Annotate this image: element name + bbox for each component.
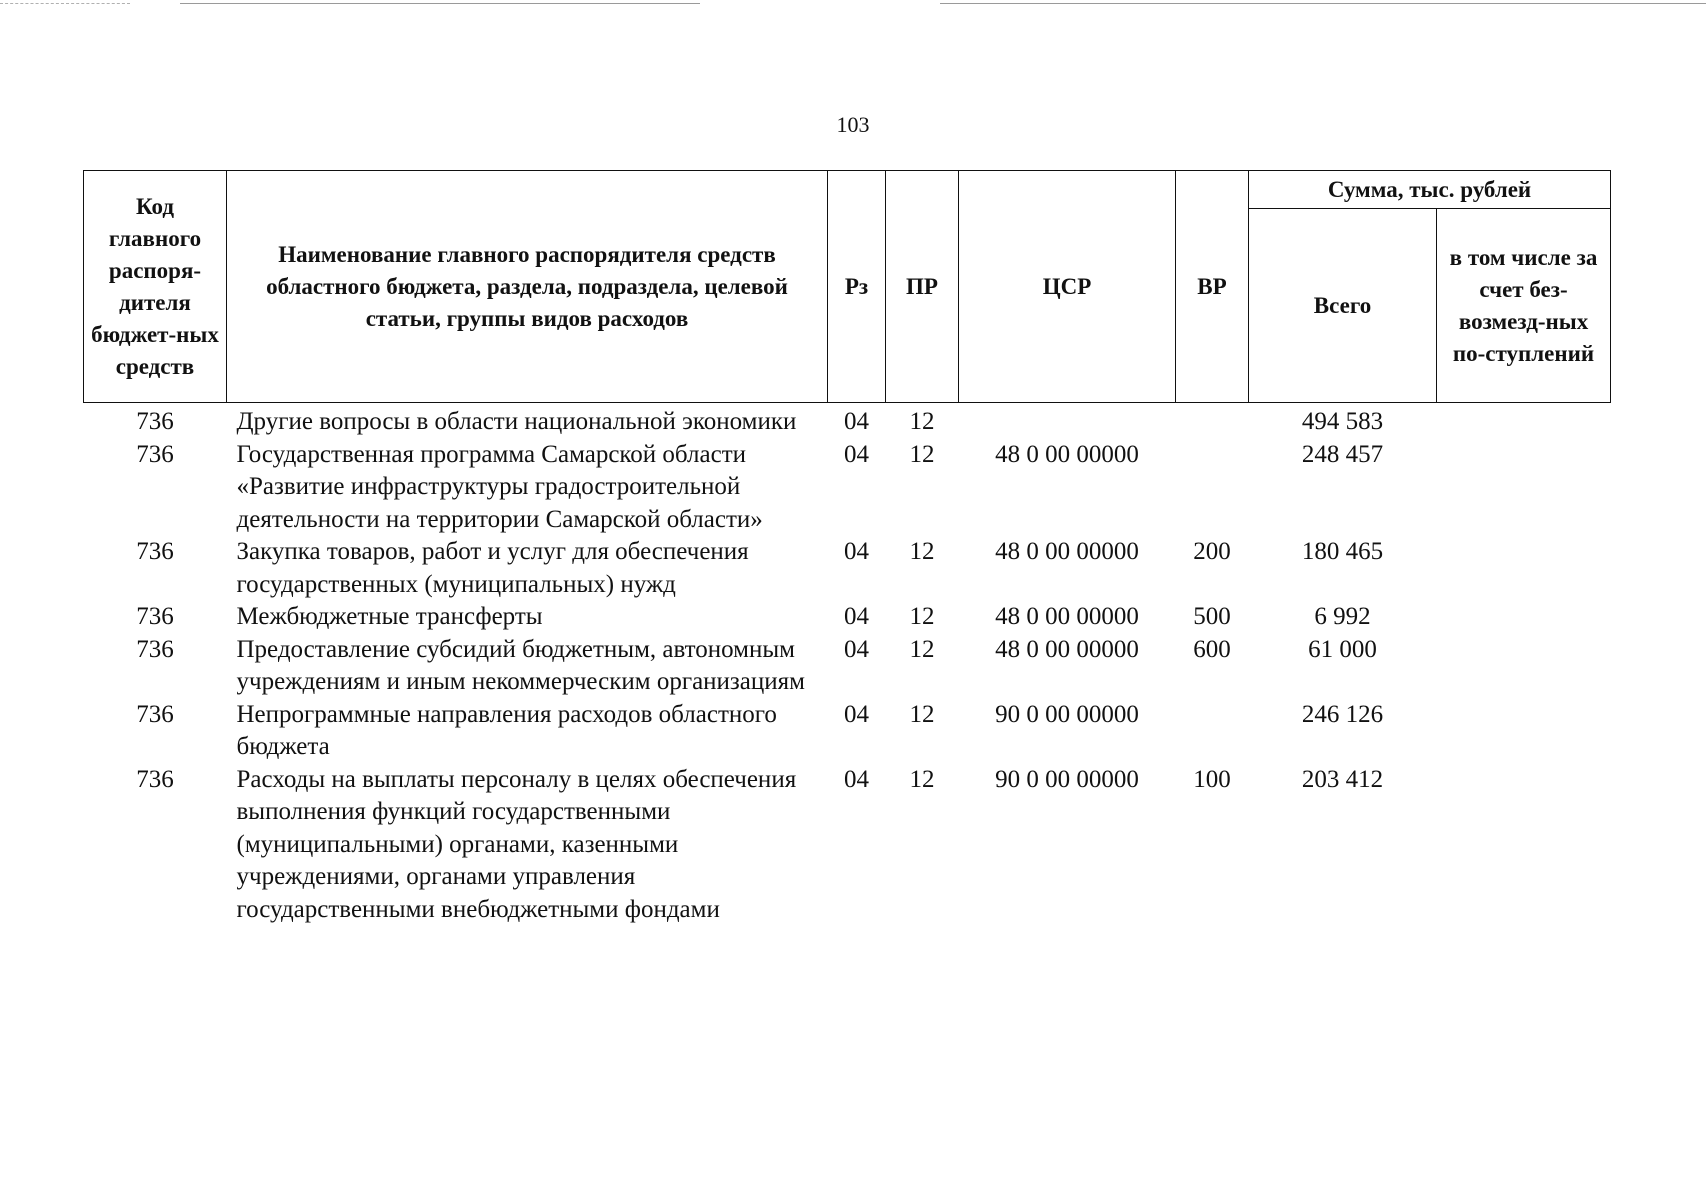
cell-vr: 200 (1193, 538, 1231, 565)
header-sum-group: Сумма, тыс. рублей (1249, 171, 1611, 209)
scan-edge-line (0, 3, 130, 4)
cell-rz: 04 (844, 538, 869, 565)
table-row (84, 634, 1611, 699)
cell-total: 61 000 (1308, 635, 1377, 663)
cell-code: 736 (136, 765, 174, 793)
cell-csr: 90 0 00 00000 (995, 765, 1139, 793)
cell-pr: 12 (909, 538, 935, 565)
cell-rz: 04 (844, 765, 869, 793)
cell-pr: 12 (909, 765, 935, 793)
cell-code: 736 (136, 538, 174, 565)
cell-grants (1437, 536, 1611, 601)
cell-csr: 48 0 00 00000 (995, 603, 1139, 630)
header-rz: Рз (828, 171, 886, 403)
cell-code: 736 (136, 408, 174, 435)
header-total: Всего (1249, 209, 1437, 403)
cell-pr: 12 (909, 408, 935, 435)
cell-rz: 04 (844, 603, 869, 630)
table-row (84, 764, 1611, 927)
cell-name: Другие вопросы в области национальной экономики (236, 408, 797, 435)
cell-vr (1176, 699, 1249, 764)
header-name: Наименование главного распорядителя средств областного бюджета, раздела, подраздела, целевой статьи, группы видов расходов (227, 171, 828, 403)
cell-code: 736 (136, 440, 174, 468)
cell-name: Межбюджетные трансферты (236, 603, 543, 630)
cell-csr (959, 403, 1176, 439)
cell-rz: 04 (844, 635, 869, 663)
cell-pr: 12 (909, 635, 935, 663)
cell-vr: 500 (1193, 603, 1231, 630)
cell-rz: 04 (844, 440, 869, 468)
cell-total: 494 583 (1301, 408, 1384, 435)
cell-total: 6 992 (1314, 603, 1371, 630)
table-header (84, 171, 1611, 403)
cell-grants (1437, 601, 1611, 634)
scan-edge-line (940, 3, 1706, 4)
cell-pr: 12 (909, 440, 935, 468)
cell-name: Предоставление субсидий бюджетным, автономным учреждениям и иным некоммерческим организациям (236, 635, 805, 695)
cell-csr: 90 0 00 00000 (995, 700, 1139, 728)
cell-name: Непрограммные направления расходов областного бюджета (236, 700, 777, 760)
header-csr: ЦСР (959, 171, 1176, 403)
header-grants: в том числе за счет без-возмезд-ных по-ступлений (1437, 209, 1611, 403)
cell-code: 736 (136, 635, 174, 663)
cell-csr: 48 0 00 00000 (995, 538, 1139, 565)
cell-code: 736 (136, 603, 174, 630)
cell-total: 203 412 (1301, 765, 1384, 793)
cell-grants (1437, 699, 1611, 764)
cell-vr (1176, 439, 1249, 537)
cell-grants (1437, 764, 1611, 927)
budget-table (83, 170, 1611, 926)
cell-csr: 48 0 00 00000 (995, 635, 1139, 663)
table-row (84, 601, 1611, 634)
table-row (84, 403, 1611, 439)
cell-name: Государственная программа Самарской области «Развитие инфраструктуры градостроительной деятельности на территории Самарской области» (236, 440, 763, 533)
cell-total: 248 457 (1301, 440, 1384, 468)
cell-pr: 12 (909, 700, 935, 728)
cell-rz: 04 (844, 408, 869, 435)
table-row (84, 439, 1611, 537)
cell-grants (1437, 439, 1611, 537)
table-row (84, 699, 1611, 764)
cell-total: 180 465 (1301, 538, 1384, 565)
cell-grants (1437, 634, 1611, 699)
page-number: 103 (836, 112, 870, 137)
cell-vr (1176, 403, 1249, 439)
cell-pr: 12 (909, 603, 935, 630)
table-row (84, 536, 1611, 601)
cell-rz: 04 (844, 700, 869, 728)
cell-name: Закупка товаров, работ и услуг для обеспечения государственных (муниципальных) нужд (236, 538, 749, 598)
scan-edge-line (180, 3, 700, 4)
header-vr: ВР (1176, 171, 1249, 403)
header-pr: ПР (886, 171, 959, 403)
cell-grants (1437, 403, 1611, 439)
cell-vr: 100 (1193, 765, 1231, 793)
cell-csr: 48 0 00 00000 (995, 440, 1139, 468)
cell-vr: 600 (1193, 635, 1231, 663)
cell-name: Расходы на выплаты персоналу в целях обеспечения выполнения функций государственными (муниципальными) органами, казенными учреждениями, органами управления государственными внебюджетными фондами (236, 765, 797, 923)
table-body (84, 403, 1611, 927)
cell-total: 246 126 (1301, 700, 1384, 728)
header-code: Код главного распоря-дителя бюджет-ных средств (84, 171, 227, 403)
cell-code: 736 (136, 700, 174, 728)
